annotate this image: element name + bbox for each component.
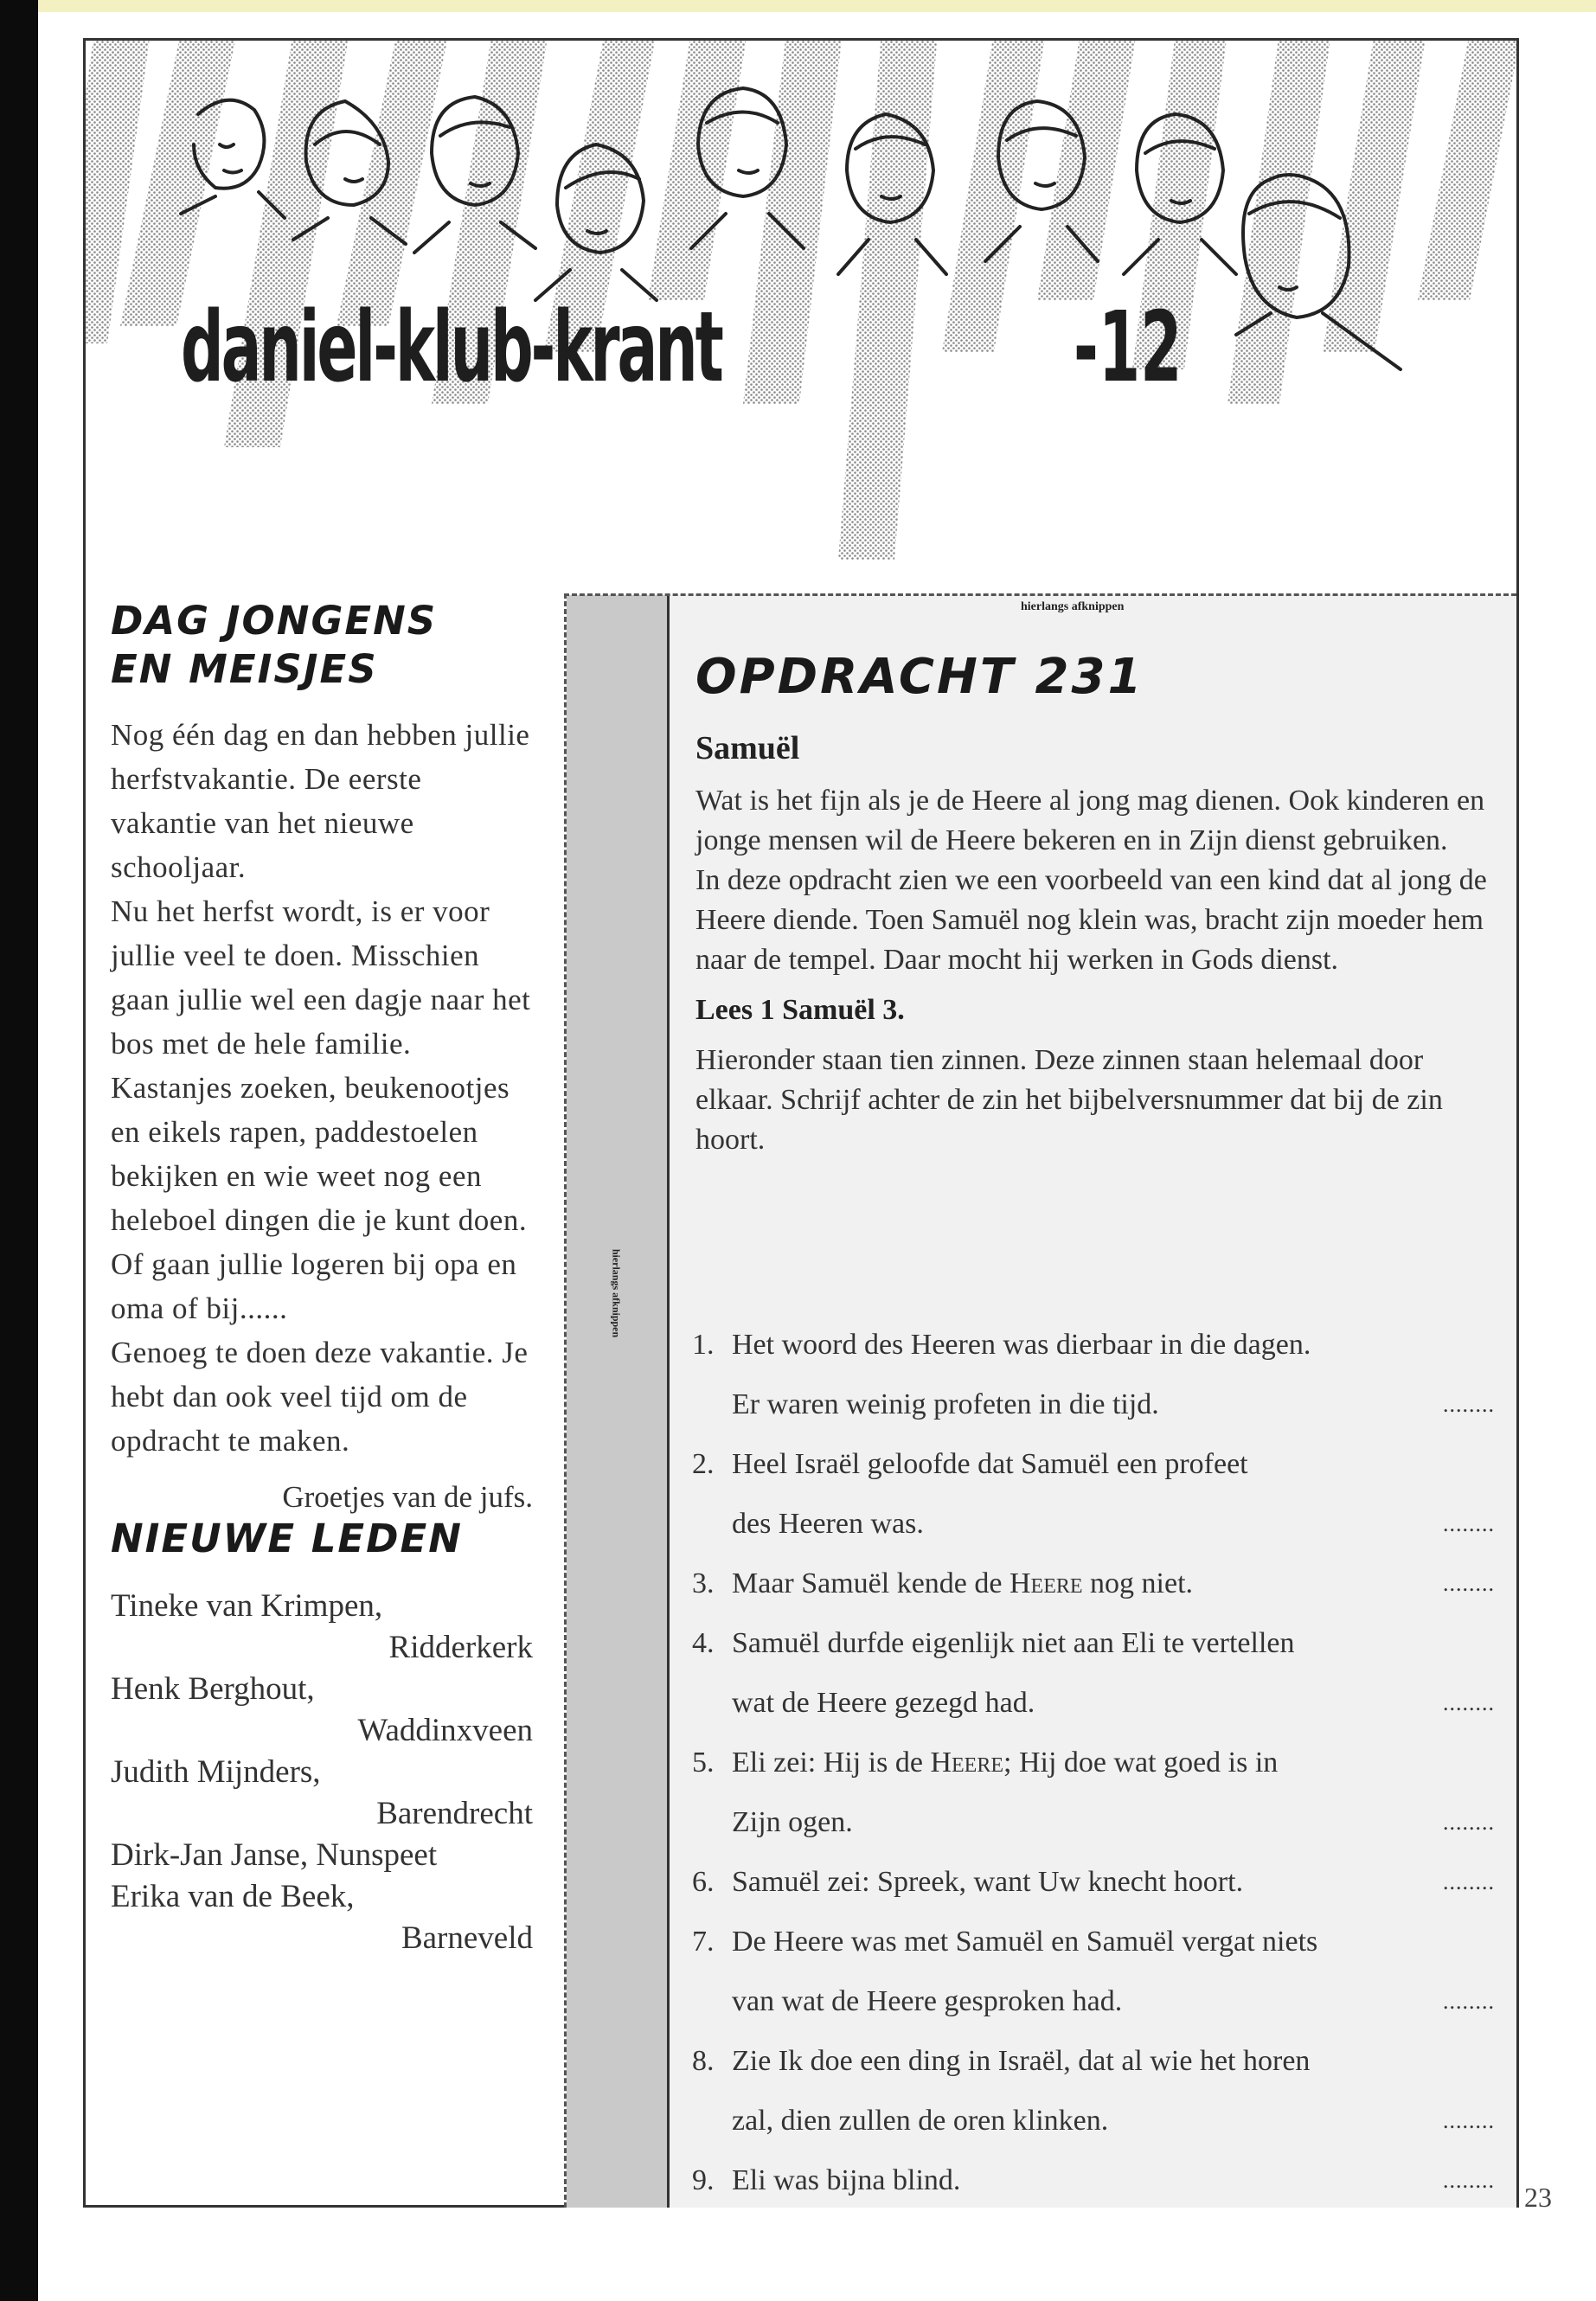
new-members-list xyxy=(111,1586,533,1959)
member-entry xyxy=(111,1669,533,1752)
question-item xyxy=(692,1852,1495,1912)
member-entry xyxy=(111,1752,533,1835)
question-number: 8. xyxy=(692,2045,715,2077)
question-text-cont: des Heeren was. xyxy=(732,1508,924,1540)
assignment-subtitle: Samuël xyxy=(695,730,800,766)
question-list xyxy=(692,1315,1495,2210)
question-text-cont: Zijn ogen. xyxy=(732,1806,853,1838)
welcome-greeting: Groetjes van de jufs. xyxy=(282,1480,533,1514)
question-text-a: Eli zei: Hij is de xyxy=(732,1747,931,1779)
assignment-heading: OPDRACHT 231 xyxy=(695,649,1144,705)
welcome-paragraph-3: Genoeg te doen deze vakantie. Je hebt dan ook veel tijd om de opdracht te maken. xyxy=(111,1336,529,1458)
new-members-heading: NIEUWE LEDEN xyxy=(111,1516,463,1561)
question-text-smallcaps: Heere xyxy=(930,1747,1003,1779)
top-edge-strip xyxy=(38,0,1596,12)
welcome-text xyxy=(111,713,533,1463)
question-text: Het woord des Heeren was dierbaar in die dagen. xyxy=(732,1329,1311,1361)
member-name: Dirk-Jan Janse, Nunspeet xyxy=(111,1837,438,1873)
welcome-heading-line2: EN MEISJES xyxy=(111,646,378,692)
question-number: 3. xyxy=(692,1567,715,1599)
question-item xyxy=(692,2031,1495,2150)
question-text-cont: van wat de Heere gesproken had. xyxy=(732,1985,1123,2017)
question-number: 5. xyxy=(692,1747,715,1779)
question-number: 9. xyxy=(692,2164,715,2196)
question-item xyxy=(692,2150,1495,2210)
member-name: Erika van de Beek, xyxy=(111,1879,355,1914)
question-text-cont: zal, dien zullen de oren klinken. xyxy=(732,2105,1109,2137)
member-city: Ridderkerk xyxy=(388,1630,533,1665)
question-text-cont: Er waren weinig profeten in die tijd. xyxy=(732,1388,1159,1420)
question-text-b: nog niet. xyxy=(1082,1567,1194,1599)
left-column xyxy=(111,597,533,1959)
question-text: Samuël durfde eigenlijk niet aan Eli te vertellen xyxy=(732,1627,1295,1659)
top-cut-line xyxy=(564,593,1516,596)
question-item xyxy=(692,1613,1495,1733)
question-text xyxy=(692,1554,1495,1613)
question-text: De Heere was met Samuël en Samuël vergat niets xyxy=(732,1926,1318,1958)
assignment-instructions: Hieronder staan tien zinnen. Deze zinnen staan helemaal door elkaar. Schrijf achter de zin het bijbelversnummer dat bij de zin hoort. xyxy=(695,1044,1443,1156)
answer-blank[interactable]: ........ xyxy=(1443,1511,1495,1536)
member-name: Henk Berghout, xyxy=(111,1671,315,1707)
welcome-heading xyxy=(111,597,533,694)
answer-blank[interactable]: ........ xyxy=(1443,1392,1495,1417)
masthead-title: daniel-klub-krant xyxy=(181,292,721,404)
question-item xyxy=(692,1315,1495,1434)
question-text: Eli was bijna blind. xyxy=(732,2164,961,2196)
question-number: 7. xyxy=(692,1926,715,1958)
member-city: Barendrecht xyxy=(376,1796,533,1831)
question-text-b: ; Hij doe wat goed is in xyxy=(1003,1747,1279,1779)
question-number: 6. xyxy=(692,1866,715,1898)
welcome-paragraph-2: Nu het herfst wordt, is er voor jullie veel te doen. Misschien gaan jullie wel een dagje naar het bos met de hele familie. Kastanjes zoeken, beukenootjes en eikels rapen, paddestoelen bekijken en wie weet nog een heleboel dingen die je kunt doen. Of gaan jullie logeren bij opa en oma of bij...... xyxy=(111,894,531,1325)
question-item xyxy=(692,1733,1495,1852)
member-name: Judith Mijnders, xyxy=(111,1754,321,1790)
question-text: Samuël zei: Spreek, want Uw knecht hoort. xyxy=(732,1866,1244,1898)
question-text-a: Maar Samuël kende de xyxy=(732,1567,1010,1599)
question-number: 1. xyxy=(692,1329,715,1361)
assignment-intro-1: Wat is het fijn als je de Heere al jong mag dienen. Ook kinderen en jonge mensen wil de Heere bekeren en in Zijn dienst gebruiken. xyxy=(695,785,1485,856)
member-entry xyxy=(111,1876,533,1959)
question-number: 4. xyxy=(692,1627,715,1659)
assignment-intro xyxy=(695,781,1496,980)
page-number: 23 xyxy=(1524,2182,1552,2213)
vertical-cut-line xyxy=(564,593,567,2208)
question-text-cont: wat de Heere gezegd had. xyxy=(732,1687,1035,1719)
answer-blank[interactable]: ........ xyxy=(1443,1989,1495,2014)
welcome-paragraph-1: Nog één dag en dan hebben jullie herfstvakantie. De eerste vakantie van het nieuwe schooljaar. xyxy=(111,718,530,884)
question-text: Heel Israël geloofde dat Samuël een profeet xyxy=(732,1448,1248,1480)
top-cut-label: hierlangs afknippen xyxy=(1021,600,1125,613)
assignment-column xyxy=(695,649,1496,1160)
answer-blank[interactable]: ........ xyxy=(1443,1690,1495,1715)
left-edge-bar xyxy=(0,0,38,2301)
question-item xyxy=(692,1434,1495,1554)
answer-blank[interactable]: ........ xyxy=(1443,1810,1495,1835)
question-text: Zie Ik doe een ding in Israël, dat al wie het horen xyxy=(732,2045,1311,2077)
answer-blank[interactable]: ........ xyxy=(1443,2168,1495,2193)
member-city: Waddinxveen xyxy=(357,1713,533,1748)
issue-number: -12 xyxy=(1074,292,1183,404)
member-entry xyxy=(111,1586,533,1669)
reading-reference: Lees 1 Samuël 3. xyxy=(695,994,905,1026)
member-city: Barneveld xyxy=(401,1920,533,1956)
question-text xyxy=(692,1733,1495,1792)
welcome-heading-line1: DAG JONGENS xyxy=(111,598,438,644)
cutout-stub xyxy=(567,595,667,2208)
answer-blank[interactable]: ........ xyxy=(1443,1571,1495,1596)
question-number: 2. xyxy=(692,1448,715,1480)
vertical-cut-label: hierlangs afknippen xyxy=(610,1248,623,1338)
member-entry xyxy=(111,1835,533,1876)
question-item xyxy=(692,1912,1495,2031)
assignment-intro-2: In deze opdracht zien we een voorbeeld van een kind dat al jong de Heere diende. Toen Samuël nog klein was, bracht zijn moeder hem naar de tempel. Daar mocht hij werken in Gods dienst. xyxy=(695,864,1487,976)
question-item xyxy=(692,1554,1495,1613)
answer-blank[interactable]: ........ xyxy=(1443,1869,1495,1894)
question-text-smallcaps: Heere xyxy=(1010,1567,1083,1599)
answer-blank[interactable]: ........ xyxy=(1443,2108,1495,2133)
member-name: Tineke van Krimpen, xyxy=(111,1588,383,1624)
masthead-banner xyxy=(86,41,1516,594)
